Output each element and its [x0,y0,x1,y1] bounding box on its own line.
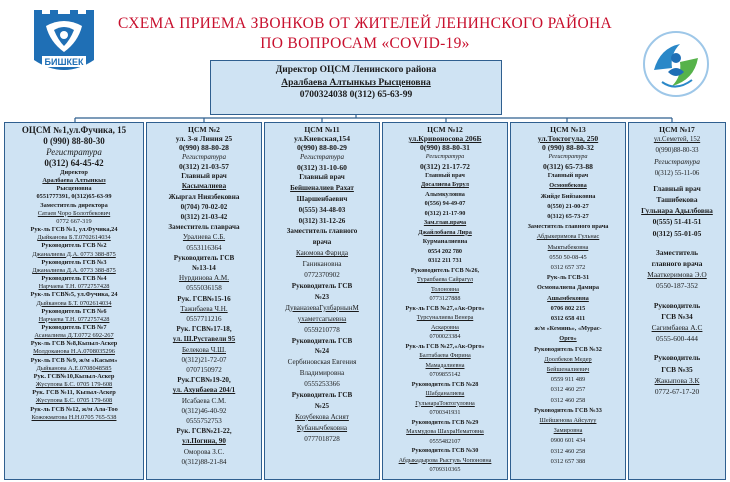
col-line: ул. Ш.Руставели 95 [172,335,236,344]
col-line: 0555-600-444 [656,334,698,344]
col-line: Турсуналиева Венера [416,314,474,321]
col-line: Алымкуловна [425,190,465,198]
col-line: Рук-ль ГСВ №9, ж/м «Касым» [30,356,118,364]
col-line: 0 (990) 88-80-32 [542,143,594,152]
col-line: Мааткеримова Э.О [647,270,707,280]
col-line: Главный врач [547,172,589,180]
col-line: 0 (990) 88-80-30 [43,136,105,146]
col-line: 0709310365 [429,466,461,473]
col-line: Гульнара Адылбовна [641,206,713,216]
page-subtitle: ПО ВОПРОСАМ «COVID-19» [260,35,470,52]
col-line: Абдыкадырова Рысгуль Чопоновна [398,456,492,464]
col-line: ГульнараТоктогуловна [415,399,475,407]
col-line: Рук-ль ГСВ №27,«Ак-Орго» [405,342,485,350]
col-line: Мыктыбековна [547,243,589,251]
col-line: 0(990) 88-80-31 [420,143,470,152]
col-line: Дыйканова Б.Т. 0702614034 [36,299,112,307]
col-line: 0772-67-17-20 [654,387,700,397]
col-line: 0312 211 731 [428,257,462,264]
col-line: 0554 202 780 [427,247,463,255]
col-line: 0(312) 65-73-27 [547,213,589,221]
col-line: 0551777391, 0(312)65-63-99 [36,193,112,201]
col-line: ул.Погина, 90 [182,437,226,446]
col-line: ОЦСМ №1,ул.Фучика, 15 [21,125,127,135]
col-line: Жусупова Б.С. 0705 179-608 [35,381,113,389]
col-line: Заместитель главного [286,227,358,236]
col-line: 0550 50-08-45 [549,253,587,261]
col-line: Дыйканова Б.Т.0702614034 [37,234,111,242]
director-name: Аралбаева Алтынкыз Рысценовна [281,77,431,88]
col-line: Доолбеков Медер [544,355,592,363]
director-box [210,60,502,115]
col-line: Рук-ль ГСВ№5, ул.Фучика, 24 [30,291,118,299]
col-line: 0312 657 388 [550,457,586,465]
col-line: Сербиновская Евгения [287,358,357,367]
col-line: 0555036158 [186,284,222,293]
col-line: Тажибаева Ч.Н. [180,304,228,313]
col-line: 0(550) 21-00-27 [547,202,589,210]
column-csm-11 [264,122,380,480]
col-line: Рук-ль ГСВ-31 [546,274,590,282]
col-line: 0900 601 434 [550,437,586,445]
col-line: Рук. ГСВ№10,Кызыл-Аскер [33,372,115,380]
col-line: Главный врач [181,172,227,181]
col-line: Директор [60,169,88,176]
col-line: 0(312) 55-11-06 [654,169,700,177]
col-line: ул.Кривоносова 206Б [408,134,482,143]
col-line: ул. 3-я Линия 25 [175,134,233,143]
col-line: Махмудова ШахраНематовна [406,428,484,435]
col-line: Заместитель [655,247,699,257]
col-line: Жыргал Ниязбековна [168,192,240,201]
col-line: 0312 657 372 [550,264,586,272]
col-line: Заместитель главного врача [527,223,609,231]
column-csm-13 [510,122,626,480]
col-line: Руководитель ГСВ №6 [41,307,107,315]
col-line: Главный врач [425,171,465,179]
col-line: Бейшеналиев Рахат [290,183,354,192]
director-phones: 0700324038 0(312) 65-63-99 [299,90,413,100]
col-line: Жакыпова З.К [654,375,700,385]
col-line: ГСВ №34 [661,311,693,321]
col-line: 0772370902 [304,271,340,280]
col-line: Регистратура [182,153,226,161]
col-line: ухаметсагыевна [297,314,347,323]
col-line: 0709855142 [429,371,461,378]
col-line: 0(312) 64-45-42 [44,158,104,168]
col-line: Дыйканова А.Е.0708048585 [36,364,112,372]
col-line: Аскаровна [431,323,459,331]
col-line: 0(312) 21-03-57 [179,162,229,172]
col-line: Осмонбекова [549,182,587,190]
col-line: Регистратура [548,153,588,160]
col-line: Белекова Ч.Ш. [181,345,227,354]
col-line: Орго» [559,335,577,343]
col-line: 0312 460 258 [550,396,586,404]
column-csm-12 [382,122,508,480]
col-line: Замировна [553,427,583,435]
col-line: ж/м «Кеминь», «Мурас- [534,325,602,333]
col-line: 0312 658 411 [550,315,586,323]
col-line: Руководитель ГСВ №33 [534,406,602,414]
col-line: 0(704) 70-02-02 [180,202,228,211]
col-line: Абдыкеримова Гульнас [536,233,600,241]
col-line: Рук. ГСВ№17-18, [176,325,232,334]
col-line: 0(555) 51-41-51 [652,217,702,227]
col-line: 0(990) 88-80-28 [179,143,229,152]
col-line: Толоновна [431,285,459,293]
col-line: 0(312) 21-03-42 [180,213,228,222]
col-line: Кожокматова Н.Н.0705 765-538 [31,413,117,421]
col-line: ЦСМ №11 [304,125,340,134]
col-line: Досалиева Бурул [421,181,469,188]
col-line: Кубанычбековна [296,423,348,432]
col-line: Нарчаева Т.Н. 0772757428 [38,283,110,291]
col-line: Ганикановна [302,260,342,269]
col-line: врача [312,238,332,247]
col-line: 0(312) 65-73-88 [543,162,593,172]
col-line: Курманалиевна [422,238,468,245]
col-line: 0555482107 [429,437,461,445]
col-line: главного врача [651,259,703,269]
col-line: Заместитель главрача [168,223,240,232]
col-line: 0(312)21-72-07 [181,355,227,364]
column-csm-17 [628,122,726,480]
col-line: 0553116364 [186,243,222,252]
col-line: Руководитель ГСВ №3 [41,258,107,266]
col-line: ул.Токтогула, 250 [537,134,599,143]
col-line: Руководитель ГСВ №32 [534,345,602,353]
col-line: Рук-ль ГСВ №1, ул.Фучика,24 [30,226,118,234]
col-line: Рысценовна [56,185,92,193]
col-line: Руководитель ГСВ №28 [411,380,479,388]
col-line: Рук.ГСВ№19-20, [177,376,231,385]
col-line: Руководитель ГСВ №30 [411,447,479,454]
col-line: Главный врач [299,172,345,181]
col-line: Сатаев Чоро Болотбекович [37,209,111,217]
col-line: Рук-ль ГСВ №12, ж/м Ала-Тоо [30,405,118,413]
col-line: ГСВ №35 [661,364,693,374]
col-line: ул.Семетей, 152 [653,136,701,143]
col-line: Асаналиева Д.Т.0772 692-267 [34,332,114,340]
col-line: 0773127888 [429,295,461,302]
col-line: Балтабаева Фирина [419,352,471,359]
col-line: Исабаева С.М. [181,396,227,405]
col-line: Нарчаева Т.Н. 0772757428 [38,315,110,323]
col-line: 0312 460 257 [550,386,586,394]
col-line: Рук. ГСВ №11, Кызыл-Аскер [32,389,116,397]
col-line: Шабданалиева [425,390,465,397]
col-line: Рук. ГСВ№15-16 [177,294,231,303]
col-line: Рук-ль ГСВ №8,Кызыл-Аскер [30,340,118,348]
col-line: 0(312) 31-12-26 [298,216,346,225]
col-line: Осмоналиева Дамира [536,284,599,292]
col-line: 0557711216 [186,315,222,324]
logo-text: БИШКЕК [44,57,84,67]
col-line: 0(555) 34-48-03 [298,205,346,214]
col-line: Руководитель ГСВ №26, [410,266,480,274]
col-line: 0707150972 [186,366,222,375]
col-line: Джаналиева Д.А. 0773 388-875 [32,250,116,258]
col-line: Молдоканова Н.А.0708035296 [33,348,115,356]
col-line: 0777018728 [304,434,340,443]
col-line: Рук. ГСВ№21-22, [176,427,232,436]
col-line: Руководитель ГСВ [291,391,353,400]
col-line: Руководитель [653,353,701,363]
col-line: Турапбаева Сайрагул [417,276,473,283]
col-line: Регистратура [654,157,700,167]
col-line: Главный врач [653,183,701,193]
col-line: 0700341931 [429,409,461,416]
col-line: Регистратура [46,147,102,157]
col-line: Руководитель [653,300,701,310]
col-line: Бейшеналиевич [546,366,590,374]
col-line: Касымалиева [181,182,227,191]
col-line: Джайлобаева Лира [418,228,472,236]
col-line: №23 [314,292,330,301]
col-line: Руководитель ГСВ [291,336,353,345]
col-line: Аралбаева Алтынкыз [42,177,106,185]
col-line: Мамадалиевна [425,361,465,369]
col-line: 0555752753 [186,417,222,426]
col-line: 0555253366 [304,380,340,389]
col-line: Владимировна [299,369,345,378]
director-position: Директор ОЦСМ Ленинского района [275,65,437,75]
col-line: 0(990) 88-80-29 [297,143,347,152]
col-line: Оморова З.С. [183,447,225,456]
col-line: 0312 460 258 [550,447,586,455]
col-line: ЦСМ №17 [659,125,695,134]
column-ocsm-1 [4,122,144,480]
col-line: Ашымбековна [547,294,589,302]
col-line: Заместитель директора [40,201,108,209]
col-line: Регистратура [425,153,465,160]
col-line: Жусупова Б.С. 0705 179-608 [35,397,113,405]
col-line: №25 [314,401,330,410]
col-line: Руководитель ГСВ №29 [411,418,479,426]
col-line: 0(556) 94-49-07 [424,200,466,207]
col-line: 0559 911 489 [550,376,586,384]
col-line: 0(312) 21-17-90 [424,209,466,217]
page-title: СХЕМА ПРИЕМА ЗВОНКОВ ОТ ЖИТЕЛЕЙ ЛЕНИНСКОГО РАЙОНА [117,15,613,32]
col-line: 0(990)88-80-33 [655,147,699,155]
col-line: Нурдинова А.М. [178,274,230,283]
col-line: 0(312) 21-17-72 [420,161,470,171]
column-csm-2 [146,122,262,480]
col-line: Козубекова Асият [295,412,349,421]
col-line: Жийде Бийзаковна [540,192,596,200]
col-line: ул. Ахунбаева 204/1 [172,386,236,395]
col-line: 0(312)88-21-84 [181,457,227,466]
col-line: ЦСМ №13 [550,125,586,134]
col-line: Руководитель ГСВ [291,281,353,290]
col-line: 0559210778 [304,325,340,334]
col-line: 0550-187-352 [656,281,698,291]
col-line: №13-14 [192,264,216,273]
col-line: Зам.глав.врача [423,219,467,226]
col-line: ул.Киевская,154 [293,134,351,143]
col-line: Руководитель ГСВ №2 [41,242,107,250]
col-line: Ташибекова [656,195,698,205]
col-line: ЦСМ №12 [427,125,463,134]
col-line: 0706 802 215 [550,304,586,312]
col-line: 0772 667-319 [56,217,92,225]
col-line: 0(312) 31-10-60 [297,162,347,172]
col-line: 0(312) 55-01-05 [652,228,702,238]
col-line: Шейшенова Айсулуу [539,417,597,425]
col-line: ЦСМ №2 [188,125,220,134]
col-line: Шаршенбаевич [296,194,348,203]
col-line: ДуваназеваГулбарнынМ [285,303,359,312]
col-line: Сагимбаева А.С [651,323,703,333]
col-line: Руководитель ГСВ [173,253,235,262]
col-line: Каюмова Фарида [295,249,349,258]
col-line: Уралиева С.Б. [182,233,226,242]
col-line: 0700023384 [429,333,461,340]
col-line: Рук-ль ГСВ №27,«Ак-Орго» [405,304,485,312]
col-line: Руководитель ГСВ №4 [41,275,107,283]
col-line: Регистратура [300,153,344,161]
col-line: Джаналиева Д.А. 0773 388-875 [32,266,116,274]
col-line: Руководитель ГСВ №7 [41,323,107,331]
col-line: №24 [314,347,330,356]
col-line: 0(312)46-40-92 [181,406,227,415]
